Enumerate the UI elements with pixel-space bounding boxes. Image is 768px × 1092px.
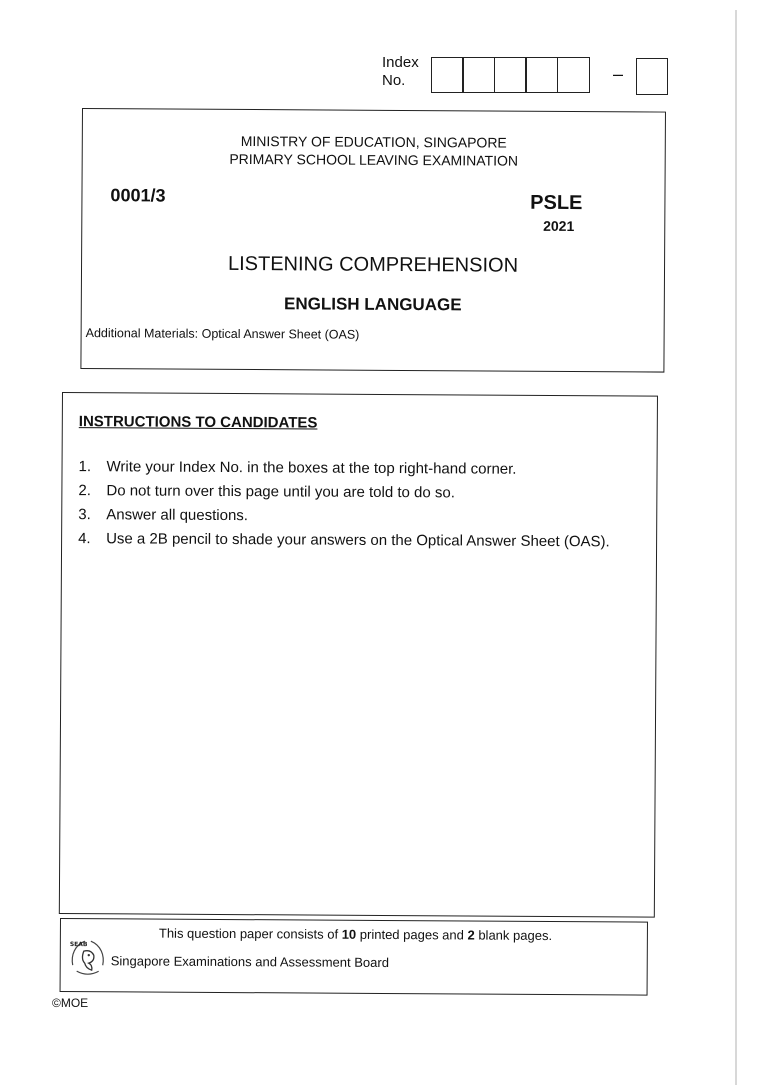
paper-language: ENGLISH LANGUAGE: [283, 294, 462, 315]
header-box: [80, 108, 666, 373]
instructions-box: [59, 392, 658, 918]
page-edge: [735, 10, 737, 1085]
index-digit-box[interactable]: [557, 57, 590, 93]
index-number-boxes: [432, 57, 590, 93]
paper-subject: LISTENING COMPREHENSION: [227, 252, 519, 277]
instructions-title: INSTRUCTIONS TO CANDIDATES: [78, 413, 318, 432]
index-digit-box[interactable]: [431, 57, 464, 93]
footer-box: [60, 918, 648, 996]
seab-lion-logo-icon: [67, 935, 109, 977]
exam-board-name: Singapore Examinations and Assessment Board: [110, 953, 389, 971]
index-digit-box[interactable]: [462, 57, 495, 93]
instruction-item: 2. Do not turn over this page until you are told to do so.: [78, 482, 455, 502]
index-digit-box[interactable]: [494, 57, 527, 93]
instruction-item: 4. Use a 2B pencil to shade your answers on the Optical Answer Sheet (OAS).: [78, 530, 610, 551]
instructions-list: [78, 455, 610, 554]
index-check-box[interactable]: [636, 58, 668, 95]
exam-short-name: PSLE: [530, 191, 583, 215]
additional-materials: Additional Materials: Optical Answer Sheet (OAS): [85, 326, 360, 342]
index-label: Index No.: [382, 54, 419, 89]
index-digit-box[interactable]: [525, 57, 558, 93]
page-count-note: This question paper consists of 10 printed pages and 2 blank pages.: [158, 925, 553, 944]
index-dash: –: [613, 64, 624, 84]
seab-logo-text: SEAB: [69, 941, 88, 949]
exam-year: 2021: [543, 217, 575, 235]
instruction-item: 1. Write your Index No. in the boxes at the top right-hand corner.: [78, 458, 517, 478]
paper-code: 0001/3: [110, 185, 166, 206]
copyright: ©MOE: [52, 996, 89, 1010]
exam-authority: MINISTRY OF EDUCATION, SINGAPORE PRIMARY SCHOOL LEAVING EXAMINATION: [229, 132, 519, 169]
instruction-item: 3. Answer all questions.: [78, 506, 249, 525]
